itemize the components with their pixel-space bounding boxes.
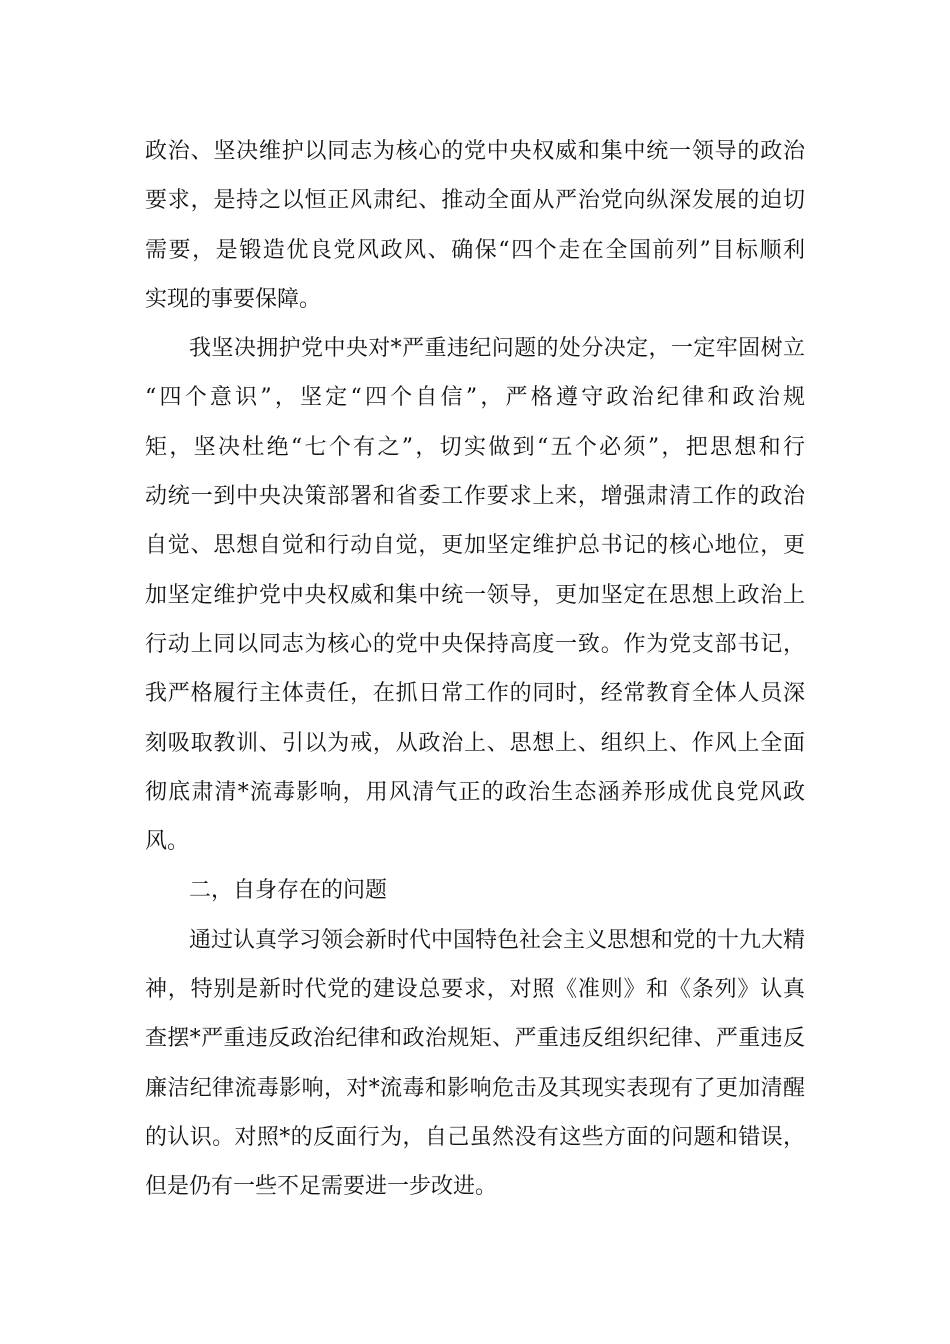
document-body (145, 127, 805, 1212)
text-line: 加坚定维护党中央权威和集中统一领导，更加坚定在思想上政治上 (145, 582, 805, 608)
text-line: 刻吸取教训、引以为戒，从政治上、思想上、组织上、作风上全面 (145, 730, 805, 756)
heading-text: 二，自身存在的问题 (189, 878, 388, 904)
text-line: 风。 (145, 829, 190, 855)
text-line: 自觉、思想自觉和行动自觉，更加坚定维护总书记的核心地位，更 (145, 533, 805, 559)
text-line: 实现的事要保障。 (145, 286, 322, 312)
text-line: 我严格履行主体责任，在抓日常工作的同时，经常教育全体人员深 (145, 681, 805, 707)
text-line: 行动上同以同志为核心的党中央保持高度一致。作为党支部书记， (145, 631, 805, 657)
text-line: 要求，是持之以恒正风肃纪、推动全面从严治党向纵深发展的迫切 (145, 188, 805, 214)
text-line: 需要，是锻造优良党风政风、确保“四个走在全国前列”目标顺利 (145, 237, 805, 263)
text-line: 但是仍有一些不足需要进一步改进。 (145, 1174, 498, 1200)
text-line: 我坚决拥护党中央对*严重违纪问题的处分决定，一定牢固树立 (189, 336, 805, 362)
text-line: 动统一到中央决策部署和省委工作要求上来，增强肃清工作的政治 (145, 484, 805, 510)
text-line: 的认识。对照*的反面行为，自己虽然没有这些方面的问题和错误， (145, 1124, 805, 1150)
text-line: 彻底肃清*流毒影响，用风清气正的政治生态涵养形成优良党风政 (145, 779, 805, 805)
text-line: 政治、坚决维护以同志为核心的党中央权威和集中统一领导的政治 (145, 139, 805, 164)
text-line: 廉洁纪律流毒影响，对*流毒和影响危击及其现实表现有了更加清醒 (145, 1075, 805, 1101)
text-line: 通过认真学习领会新时代中国特色社会主义思想和党的十九大精 (189, 927, 806, 953)
text-line: “四个意识”，坚定“四个自信”，严格遵守政治纪律和政治规 (145, 385, 805, 411)
text-line: 矩，坚决杜绝“七个有之”，切实做到“五个必须”，把思想和行 (145, 434, 805, 460)
paragraph-support-decision (145, 324, 805, 866)
section-heading (145, 866, 805, 915)
paragraph-self-problems (145, 916, 805, 1212)
paragraph-continuation (145, 127, 805, 324)
text-line: 神，特别是新时代党的建设总要求，对照《准则》和《条列》认真 (145, 977, 805, 1003)
text-line: 查摆*严重违反政治纪律和政治规矩、严重违反组织纪律、严重违反 (145, 1026, 805, 1052)
